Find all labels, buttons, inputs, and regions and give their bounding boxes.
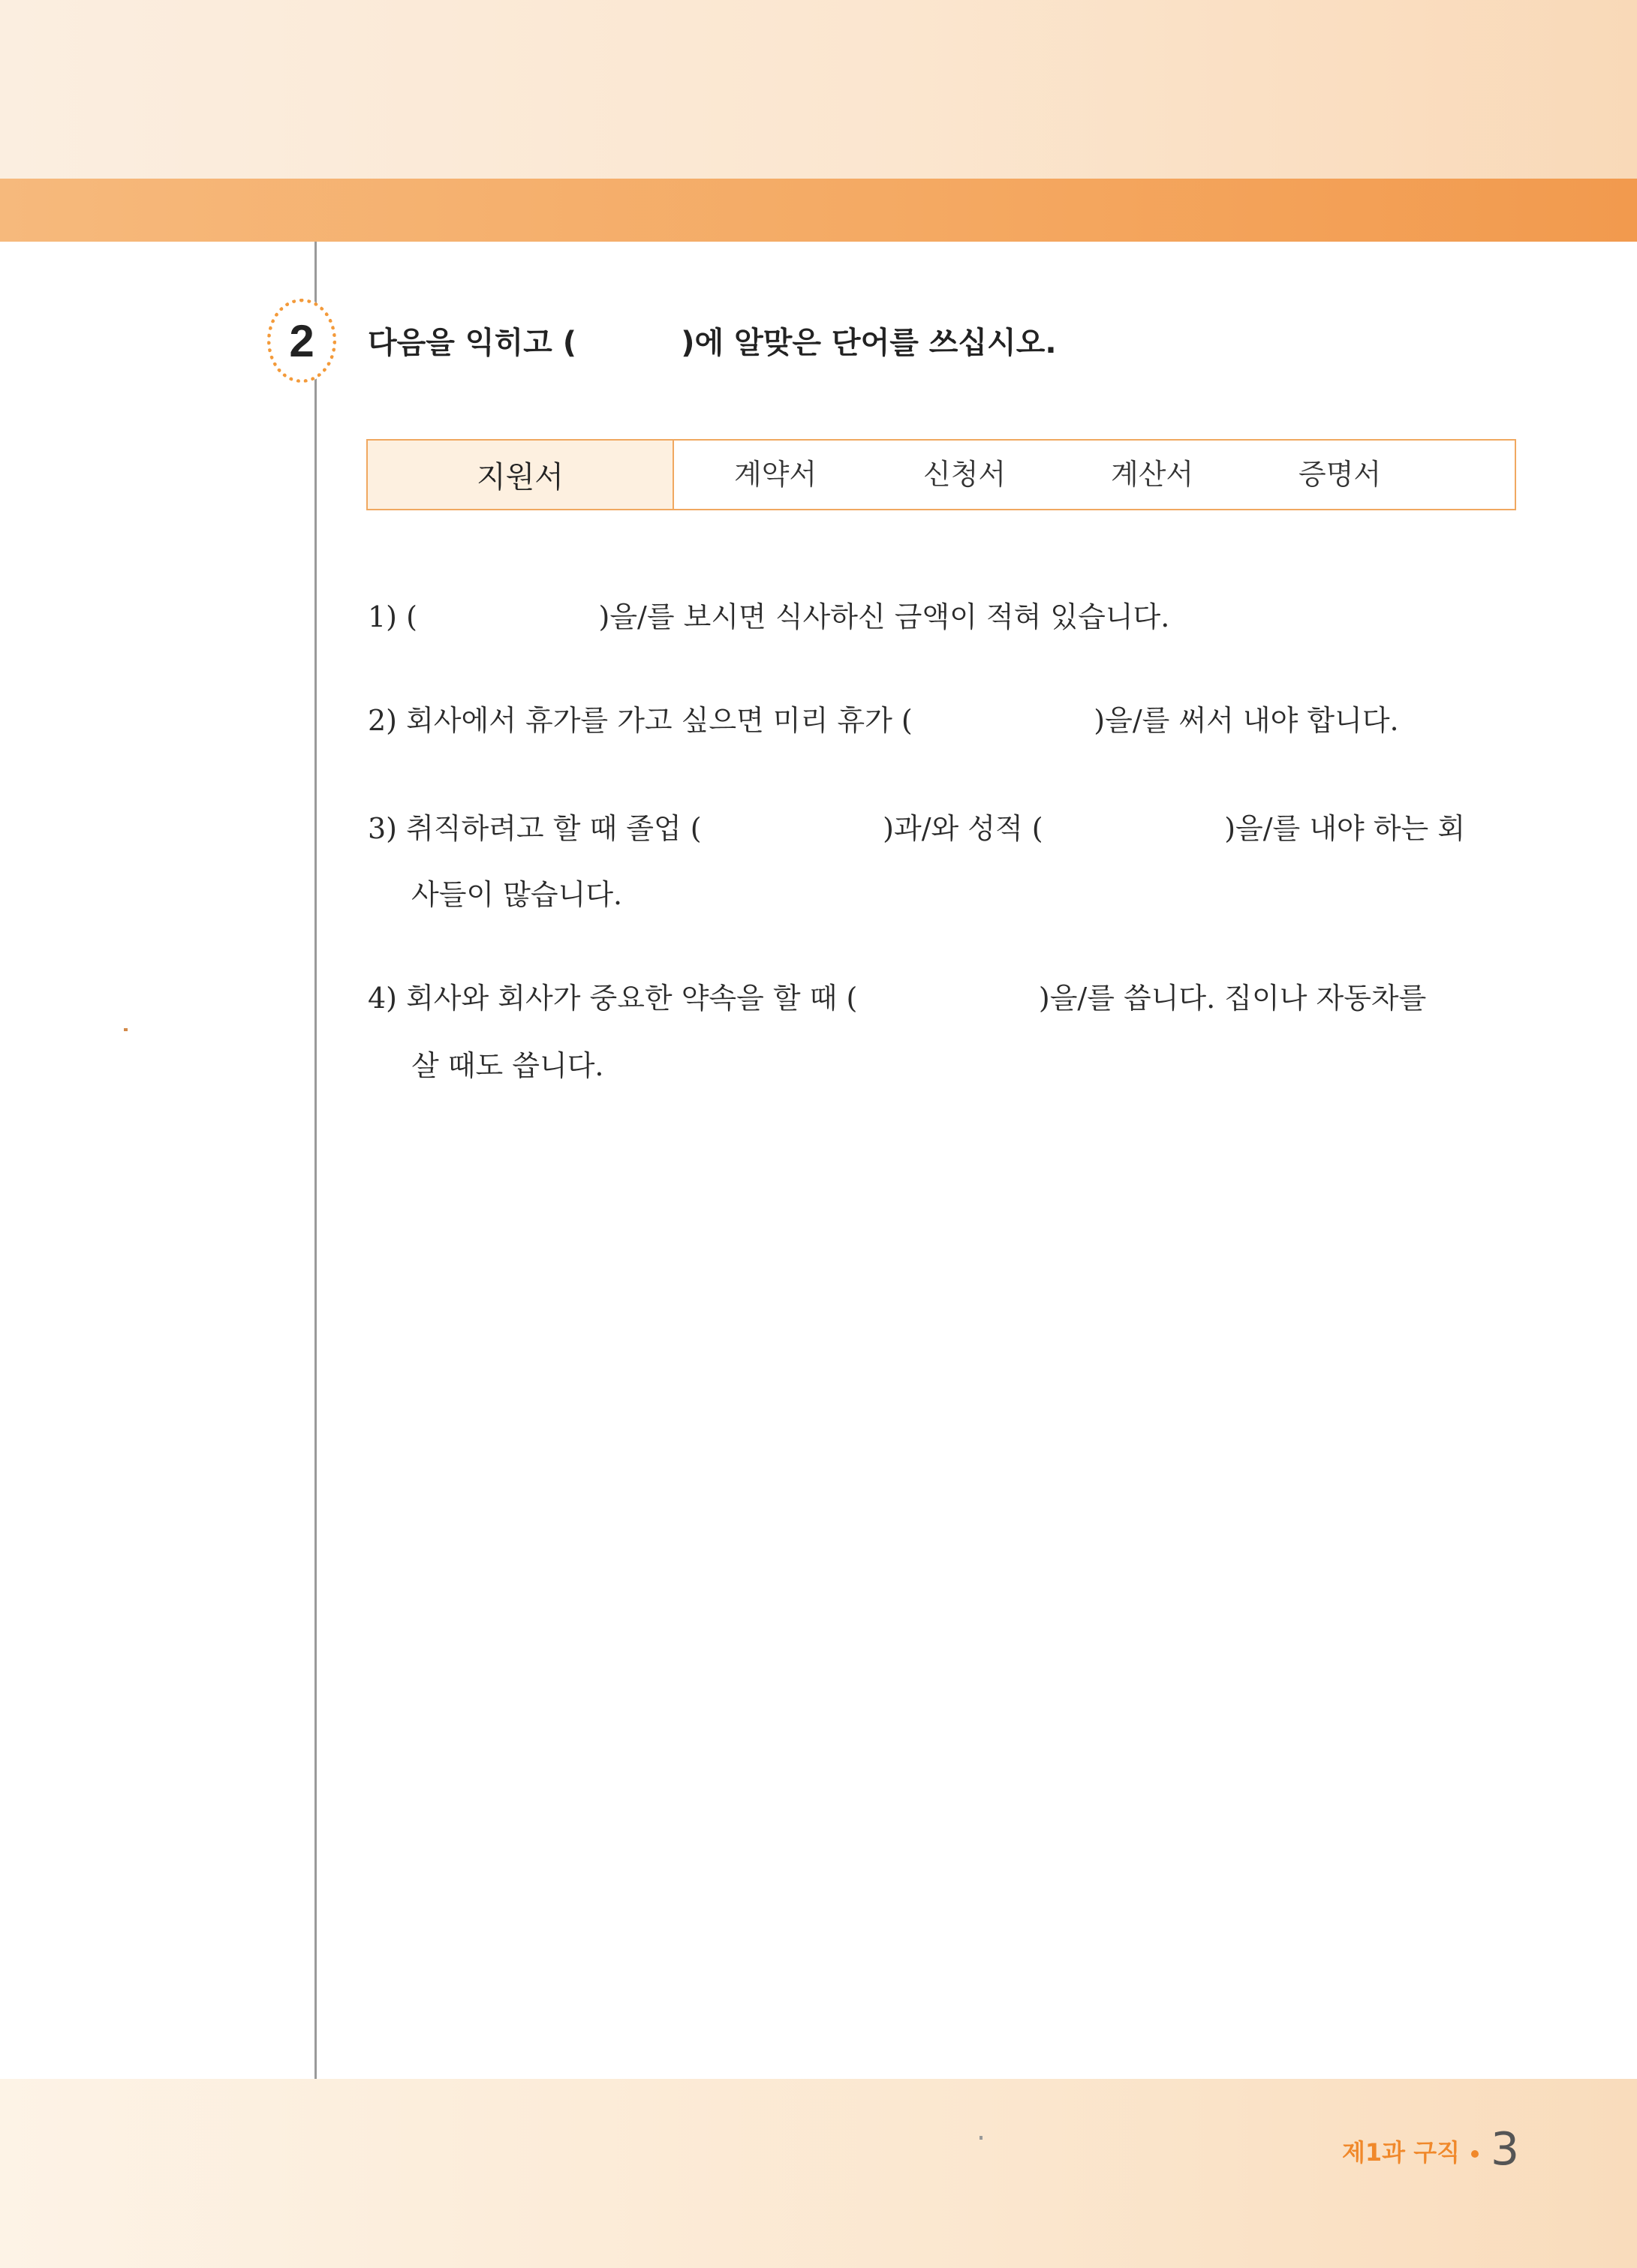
question-3-continuation: 사들이 많습니다. <box>411 878 623 911</box>
scan-speck <box>124 1028 128 1031</box>
question-4: 4) 회사와 회사가 중요한 약속을 할 때 ( )을/를 씁니다. 집이나 자동차를 <box>368 982 1427 1015</box>
word-bank-item: 신청서 <box>923 458 1007 491</box>
exercise-number-badge: 2 <box>267 299 336 383</box>
margin-rule <box>314 242 317 2079</box>
word-bank-item: 계약서 <box>734 458 817 491</box>
chapter-label: 제1과 구직 <box>1342 2138 1461 2167</box>
header-band <box>0 0 1637 179</box>
question-1: 1) ( )을/를 보시면 식사하신 금액이 적혀 있습니다. <box>368 600 1170 633</box>
scan-speck <box>979 2136 983 2140</box>
word-bank-item: 계산서 <box>1111 458 1194 491</box>
word-bank-highlighted: 지원서 <box>368 441 674 509</box>
question-2: 2) 회사에서 휴가를 가고 싶으면 미리 휴가 ( )을/를 써서 내야 합니다. <box>368 704 1399 737</box>
word-bank <box>366 439 1516 510</box>
word-bank-item: 증명서 <box>1298 458 1382 491</box>
question-4-continuation: 살 때도 씁니다. <box>411 1049 604 1082</box>
exercise-instruction: 다음을 익히고 ( )에 알맞은 단어를 쓰십시오. <box>368 326 1057 360</box>
page-number: 3 <box>1491 2123 1520 2176</box>
header-stripe <box>0 179 1637 242</box>
footer-bullet <box>1471 2150 1479 2158</box>
question-3: 3) 취직하려고 할 때 졸업 ( )과/와 성적 ( )을/를 내야 하는 회 <box>368 812 1466 845</box>
